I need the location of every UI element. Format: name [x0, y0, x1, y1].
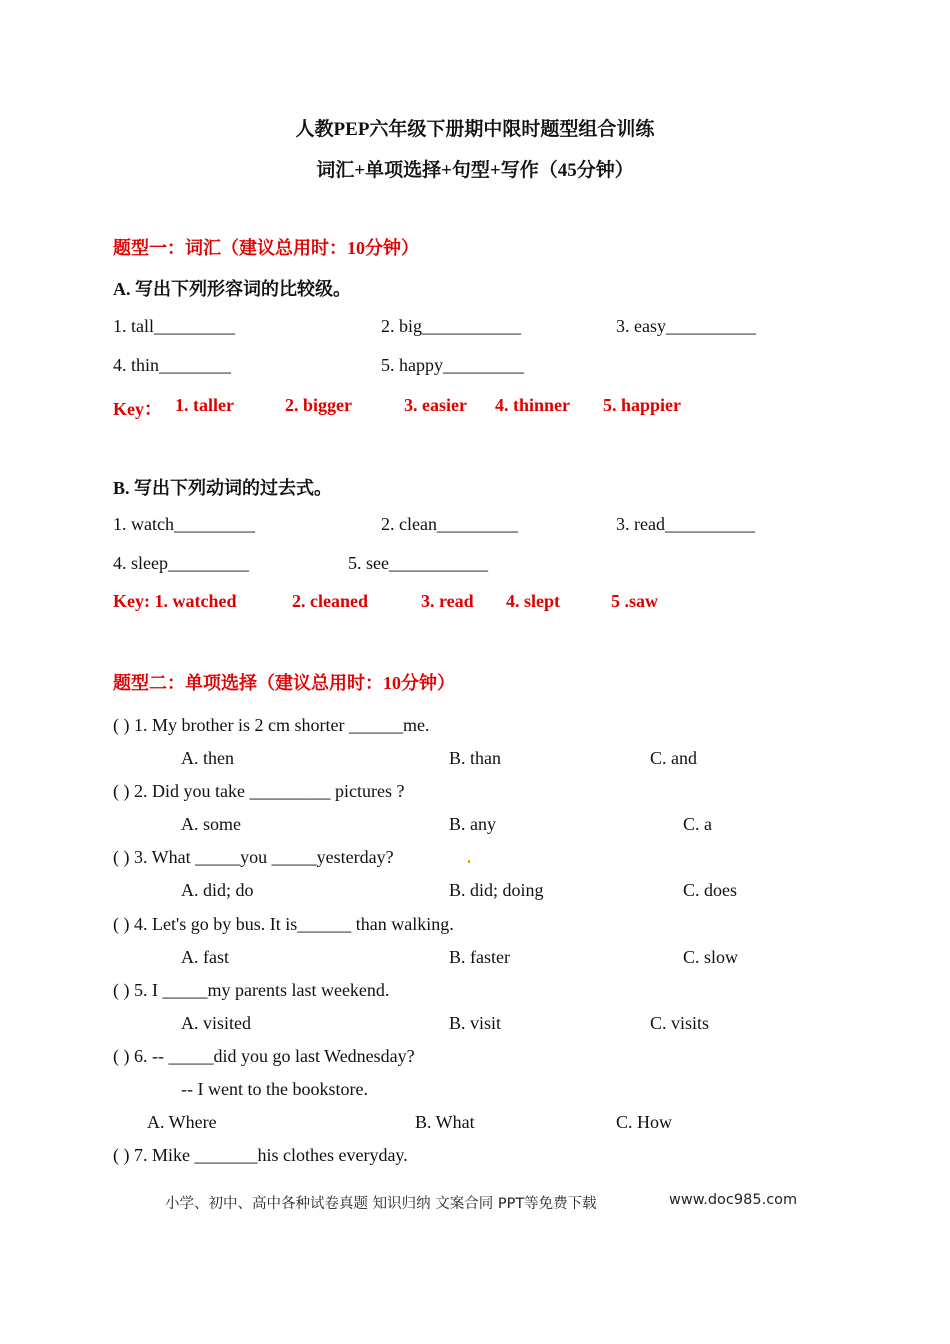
question-4-option-c: C. slow: [683, 947, 739, 967]
question-3-option-b: B. did; doing: [449, 880, 544, 900]
partB-key-4: 4. slept: [506, 591, 560, 611]
partB-item-2: 2. clean_________: [381, 514, 518, 534]
stray-mark: [468, 860, 470, 863]
partA-key-3: 3. easier: [404, 395, 467, 415]
footer-text: 小学、初中、高中各种试卷真题 知识归纳 文案合同 PPT等免费下载: [165, 1196, 597, 1212]
partB-item-1: 1. watch_________: [113, 514, 255, 534]
partB-item-4: 4. sleep_________: [113, 553, 249, 573]
section1-heading: 题型一：词汇（建议总用时：10分钟）: [113, 238, 419, 258]
partA-item-5: 5. happy_________: [381, 355, 524, 375]
question-3-option-a: A. did; do: [181, 880, 254, 900]
footer-link[interactable]: www.doc985.com: [669, 1192, 798, 1208]
partA-key-5: 5. happier: [603, 395, 682, 415]
question-5-option-b: B. visit: [449, 1013, 502, 1033]
question-6-option-c: C. How: [616, 1112, 673, 1132]
partB-key-5: 5 .saw: [611, 591, 659, 611]
question-4-stem: ( ) 4. Let's go by bus. It is______ than walking.: [113, 914, 454, 934]
partA-item-1: 1. tall_________: [113, 316, 235, 336]
partB-key-1: Key: 1. watched: [113, 591, 237, 611]
question-6-reply: -- I went to the bookstore.: [181, 1079, 368, 1099]
question-2-option-c: C. a: [683, 814, 712, 834]
question-4-option-b: B. faster: [449, 947, 510, 967]
question-2-stem: ( ) 2. Did you take _________ pictures ?: [113, 781, 405, 801]
question-4-option-a: A. fast: [181, 947, 229, 967]
partA-item-2: 2. big___________: [381, 316, 522, 336]
question-6-stem: ( ) 6. -- _____did you go last Wednesday?: [113, 1046, 415, 1066]
partB-item-5: 5. see___________: [348, 553, 488, 573]
question-2-option-b: B. any: [449, 814, 496, 834]
partA-instruction: A. 写出下列形容词的比较级。: [113, 279, 351, 299]
partB-instruction: B. 写出下列动词的过去式。: [113, 478, 333, 498]
question-2-option-a: A. some: [181, 814, 241, 834]
question-5-option-a: A. visited: [181, 1013, 251, 1033]
question-5-option-c: C. visits: [650, 1013, 710, 1033]
partB-item-3: 3. read__________: [616, 514, 755, 534]
question-6-option-a: A. Where: [147, 1112, 217, 1132]
question-1-stem: ( ) 1. My brother is 2 cm shorter ______me.: [113, 715, 430, 735]
partB-key-2: 2. cleaned: [292, 591, 368, 611]
question-1-option-b: B. than: [449, 748, 501, 768]
partB-key-3: 3. read: [421, 591, 474, 611]
partA-key-2: 2. bigger: [285, 395, 352, 415]
question-1-option-c: C. and: [650, 748, 697, 768]
partA-item-3: 3. easy__________: [616, 316, 756, 336]
page-title: 人教PEP六年级下册期中限时题型组合训练: [295, 119, 655, 140]
partA-key-1: 1. taller: [175, 395, 234, 415]
page-subtitle: 词汇+单项选择+句型+写作（45分钟）: [316, 160, 634, 181]
question-6-option-b: B. What: [415, 1112, 475, 1132]
question-1-option-a: A. then: [181, 748, 234, 768]
section2-heading: 题型二：单项选择（建议总用时：10分钟）: [113, 673, 455, 693]
question-5-stem: ( ) 5. I _____my parents last weekend.: [113, 980, 390, 1000]
partA-key-4: 4. thinner: [495, 395, 571, 415]
partA-item-4: 4. thin________: [113, 355, 232, 375]
question-3-stem: ( ) 3. What _____you _____yesterday?: [113, 847, 394, 867]
question-7-stem: ( ) 7. Mike _______his clothes everyday.: [113, 1145, 408, 1165]
question-3-option-c: C. does: [683, 880, 737, 900]
partA-key-label: Key：: [113, 399, 162, 419]
